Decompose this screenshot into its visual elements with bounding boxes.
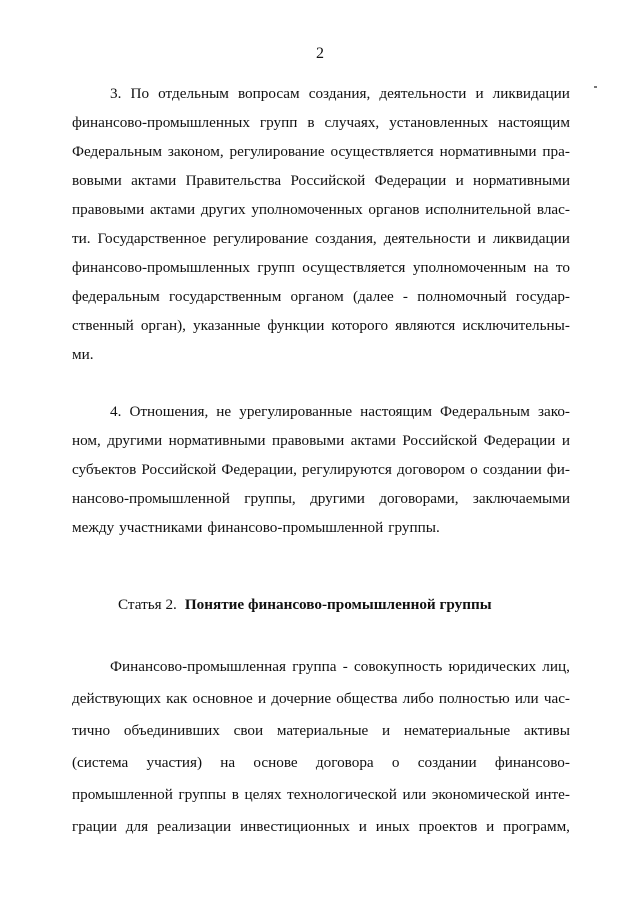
paragraph-1-line: ственный орган), указанные функции которого являются исключительны- [72, 317, 570, 334]
paragraph-1-line: финансово-промышленных групп в случаях, установленных настоящим [72, 114, 570, 131]
paragraph-1-line: федеральным государственным органом (далее - полномочный государ- [72, 288, 570, 305]
definition-line: промышленной группы в целях технологической или экономической инте- [72, 786, 570, 803]
article-number: Статья 2. [118, 596, 177, 613]
paragraph-1-line: вовыми актами Правительства Российской Федерации и нормативными [72, 172, 570, 189]
paragraph-1-line: ми. [72, 346, 94, 363]
paragraph-1-line: финансово-промышленных групп осуществляется уполномоченным на то [72, 259, 570, 276]
paragraph-2-line: нансово-промышленной группы, другими договорами, заключаемыми [72, 490, 570, 507]
definition-line: тично объединивших свои материальные и нематериальные активы [72, 722, 570, 739]
paragraph-1-line: 3. По отдельным вопросам создания, деятельности и ликвидации [110, 85, 570, 102]
paragraph-2-line: субъектов Российской Федерации, регулируются договором о создании фи- [72, 461, 570, 478]
paragraph-2-line: между участниками финансово-промышленной группы. [72, 519, 440, 536]
paragraph-2-line: ном, другими нормативными правовыми актами Российской Федерации и [72, 432, 570, 449]
definition-line: Финансово-промышленная группа - совокупность юридических лиц, [110, 658, 570, 675]
article-heading [118, 595, 538, 615]
page-number: 2 [316, 45, 324, 62]
article-title: Понятие финансово-промышленной группы [184, 596, 492, 613]
definition-line: грации для реализации инвестиционных и иных проектов и программ, [72, 818, 570, 835]
margin-mark [594, 86, 597, 88]
paragraph-1-line: правовыми актами других уполномоченных органов исполнительной влас- [72, 201, 570, 218]
paragraph-1-line: Федеральным законом, регулирование осуществляется нормативными пра- [72, 143, 570, 160]
definition-line: (система участия) на основе договора о создании финансово- [72, 754, 570, 771]
definition-line: действующих как основное и дочерние общества либо полностью или час- [72, 690, 570, 707]
paragraph-2-line: 4. Отношения, не урегулированные настоящим Федеральным зако- [110, 403, 570, 420]
paragraph-1-line: ти. Государственное регулирование создания, деятельности и ликвидации [72, 230, 570, 247]
